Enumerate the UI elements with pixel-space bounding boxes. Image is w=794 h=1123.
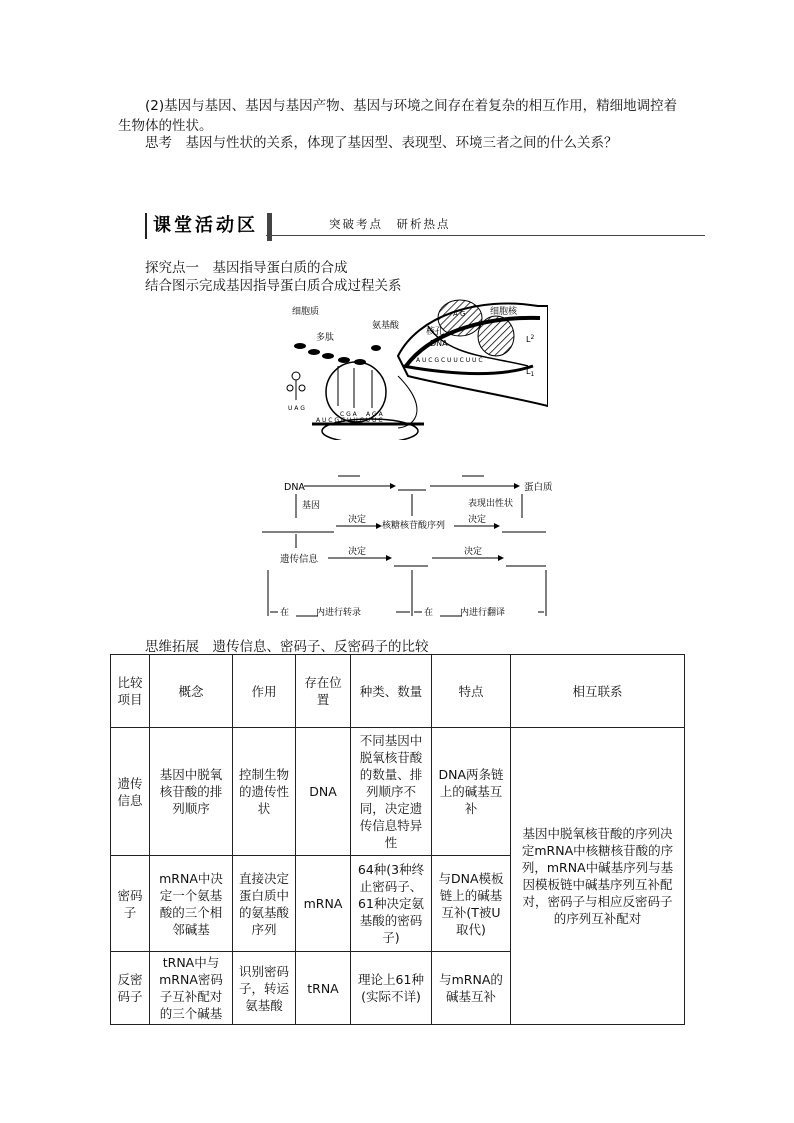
cell-concept: tRNA中与mRNA密码子互补配对的三个碱基	[150, 952, 233, 1025]
dna-helix-left	[438, 300, 482, 336]
header-concept: 概念	[150, 655, 233, 728]
flow-gene: 基因	[302, 501, 321, 511]
flow-decide1: 决定	[348, 515, 367, 525]
cell-feature: DNA两条链上的碱基互补	[432, 728, 511, 856]
label-l1: $L_1$	[526, 367, 535, 378]
arrow-head-4	[494, 523, 500, 529]
flow-show-trait: 表现出性状	[468, 499, 514, 509]
section-banner	[145, 213, 705, 243]
explore-instruction: 结合图示完成基因指导蛋白质合成过程关系	[145, 278, 402, 294]
flow-protein: 蛋白质	[524, 482, 553, 493]
flow-decide4: 决定	[464, 547, 483, 557]
cell-location: mRNA	[296, 856, 351, 952]
anticodon-1: U A G	[288, 405, 305, 412]
dna-helix-right	[478, 316, 514, 356]
cell-function: 控制生物的遗传性状	[233, 728, 296, 856]
trna-left	[287, 372, 305, 400]
trna-middle	[338, 366, 372, 408]
translation-illustration	[278, 296, 548, 440]
row-name: 密码子	[111, 856, 150, 952]
label-amino-acid: 氨基酸	[372, 321, 400, 331]
label-l2: $L^2$	[526, 334, 535, 344]
flow-transcription: 在 内进行转录	[280, 608, 362, 618]
row-name: 反密码子	[111, 952, 150, 1025]
gene-flow-diagram	[262, 466, 562, 626]
banner-subtitle: 突破考点 研析热点	[325, 216, 455, 232]
cell-feature: 与DNA模板链上的碱基互补(T被U取代)	[432, 856, 511, 952]
arrow-head-1	[390, 483, 396, 489]
flow-ribonucleotide: 核糖核苷酸序列	[382, 521, 446, 531]
flow-decide2: 决定	[468, 515, 487, 525]
anticodon-2: C G A	[340, 411, 357, 418]
cell-kinds: 理论上61种(实际不详)	[351, 952, 432, 1025]
polypeptide-chain	[294, 343, 381, 365]
mrna-seq-bottom: A U C G C U U C U U C	[316, 417, 383, 424]
cell-function: 识别密码子，转运氨基酸	[233, 952, 296, 1025]
comparison-table	[110, 654, 685, 1025]
label-nuclear-pore: 核孔	[426, 327, 445, 337]
extension-heading: 思维拓展 遗传信息、密码子、反密码子的比较	[145, 639, 429, 655]
anticodon-3: A G A	[366, 411, 383, 418]
think-question: 思考 基因与性状的关系，体现了基因型、表现型、环境三者之间的什么关系？	[145, 135, 618, 151]
cell-location: DNA	[296, 728, 351, 856]
arrow-head-2	[514, 483, 520, 489]
banner-rule	[265, 235, 705, 236]
mrna-seq-right: A U C G C U U C U U C	[416, 357, 483, 364]
arrow-head-5	[386, 555, 392, 561]
label-nucleus: 细胞核	[490, 307, 518, 317]
explore-heading: 探究点一 基因指导蛋白质的合成	[145, 260, 348, 276]
table-header-row	[111, 655, 685, 728]
banner-title: 课堂活动区	[145, 213, 266, 239]
flow-decide3: 决定	[348, 547, 367, 557]
cell-function: 直接决定蛋白质中的氨基酸序列	[233, 856, 296, 952]
flow-dna: DNA	[284, 482, 305, 493]
cell-location: tRNA	[296, 952, 351, 1025]
paragraph-gene-interaction: (2)基因与基因、基因与基因产物、基因与环境之间存在着复杂的相互作用，精细地调控着生物体的性状。	[118, 98, 678, 134]
header-compare: 比较项目	[111, 655, 150, 728]
connector-curve	[398, 376, 417, 428]
dna-top-codon: A G	[453, 310, 466, 318]
header-kinds: 种类、数量	[351, 655, 432, 728]
cell-relation: 基因中脱氧核苷酸的序列决定mRNA中核糖核苷酸的序列，mRNA中碱基序列与基因模板链中碱基序列互补配对，密码子与相应反密码子的序列互补配对	[511, 728, 685, 1025]
arrow-head-6	[498, 555, 504, 561]
header-feature: 特点	[432, 655, 511, 728]
header-relation: 相互联系	[511, 655, 685, 728]
cell-concept: 基因中脱氧核苷酸的排列顺序	[150, 728, 233, 856]
row-name: 遗传信息	[111, 728, 150, 856]
cell-feature: 与mRNA的碱基互补	[432, 952, 511, 1025]
cell-kinds: 不同基因中脱氧核苷酸的数量、排列顺序不同，决定遗传信息特异性	[351, 728, 432, 856]
flow-translation: 在 内进行翻译	[424, 608, 506, 618]
cell-kinds: 64种(3种终止密码子、61种决定氨基酸的密码子)	[351, 856, 432, 952]
label-polypeptide: 多肽	[316, 333, 335, 343]
label-cytoplasm: 细胞质	[292, 307, 320, 317]
table-row	[111, 728, 685, 856]
header-function: 作用	[233, 655, 296, 728]
label-dna: DNA	[430, 339, 448, 348]
cell-concept: mRNA中决定一个氨基酸的三个相邻碱基	[150, 856, 233, 952]
header-location: 存在位置	[296, 655, 351, 728]
mrna-strand-right	[403, 366, 533, 374]
flow-genetic-info: 遗传信息	[280, 554, 319, 565]
